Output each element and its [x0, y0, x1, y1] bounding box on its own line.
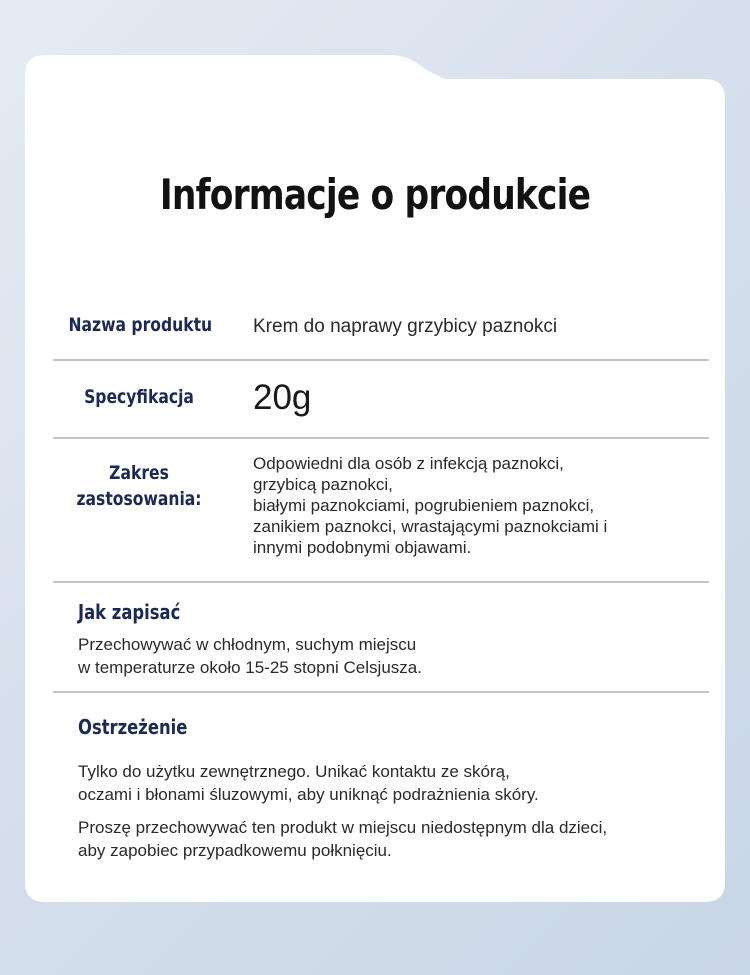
- warning-text-line: oczami i błonami śluzowymi, aby uniknąć podrażnienia skóry.: [78, 785, 539, 804]
- warning-title: Ostrzeżenie: [78, 715, 188, 739]
- scope-label-line: Zakres: [109, 462, 169, 484]
- storage-text-line: Przechowywać w chłodnym, suchym miejscu: [78, 635, 417, 654]
- scope-value: [253, 453, 607, 558]
- table-row-scope: [53, 452, 709, 572]
- row-divider: [53, 437, 709, 439]
- storage-text: [78, 633, 422, 679]
- row-divider: [53, 359, 709, 361]
- product-name-label: Nazwa produktu: [68, 314, 213, 336]
- page-title: Informacje o produkcie: [159, 170, 591, 219]
- scope-value-line: innymi podobnymi objawami.: [253, 538, 472, 557]
- scope-label-line: zastosowania:: [76, 488, 202, 510]
- storage-title: Jak zapisać: [78, 600, 181, 624]
- warning-text-line: Tylko do użytku zewnętrznego. Unikać kontaktu ze skórą,: [78, 762, 510, 781]
- scope-label: [68, 460, 209, 512]
- storage-text-line: w temperaturze około 15-25 stopni Celsjusza.: [78, 658, 422, 677]
- scope-value-line: Odpowiedni dla osób z infekcją paznokci,: [253, 454, 564, 473]
- scope-value-line: zanikiem paznokci, wrastającymi paznokciami i: [253, 517, 608, 536]
- specification-value: 20g: [253, 378, 312, 417]
- table-row-product-name: [53, 310, 709, 350]
- scope-value-line: białymi paznokciami, pogrubieniem paznokci,: [253, 496, 595, 515]
- section-divider: [53, 691, 709, 693]
- warning-paragraph: [78, 760, 539, 806]
- warning-paragraph: [78, 816, 607, 862]
- scope-value-line: grzybicą paznokci,: [253, 475, 393, 494]
- warning-text-line: Proszę przechowywać ten produkt w miejscu niedostępnym dla dzieci,: [78, 818, 608, 837]
- table-row-specification: [53, 375, 709, 425]
- warning-text-line: aby zapobiec przypadkowemu połknięciu.: [78, 841, 392, 860]
- specification-label: Specyfikacja: [84, 386, 194, 408]
- row-divider: [53, 581, 709, 583]
- product-name-value: Krem do naprawy grzybicy paznokci: [253, 316, 558, 337]
